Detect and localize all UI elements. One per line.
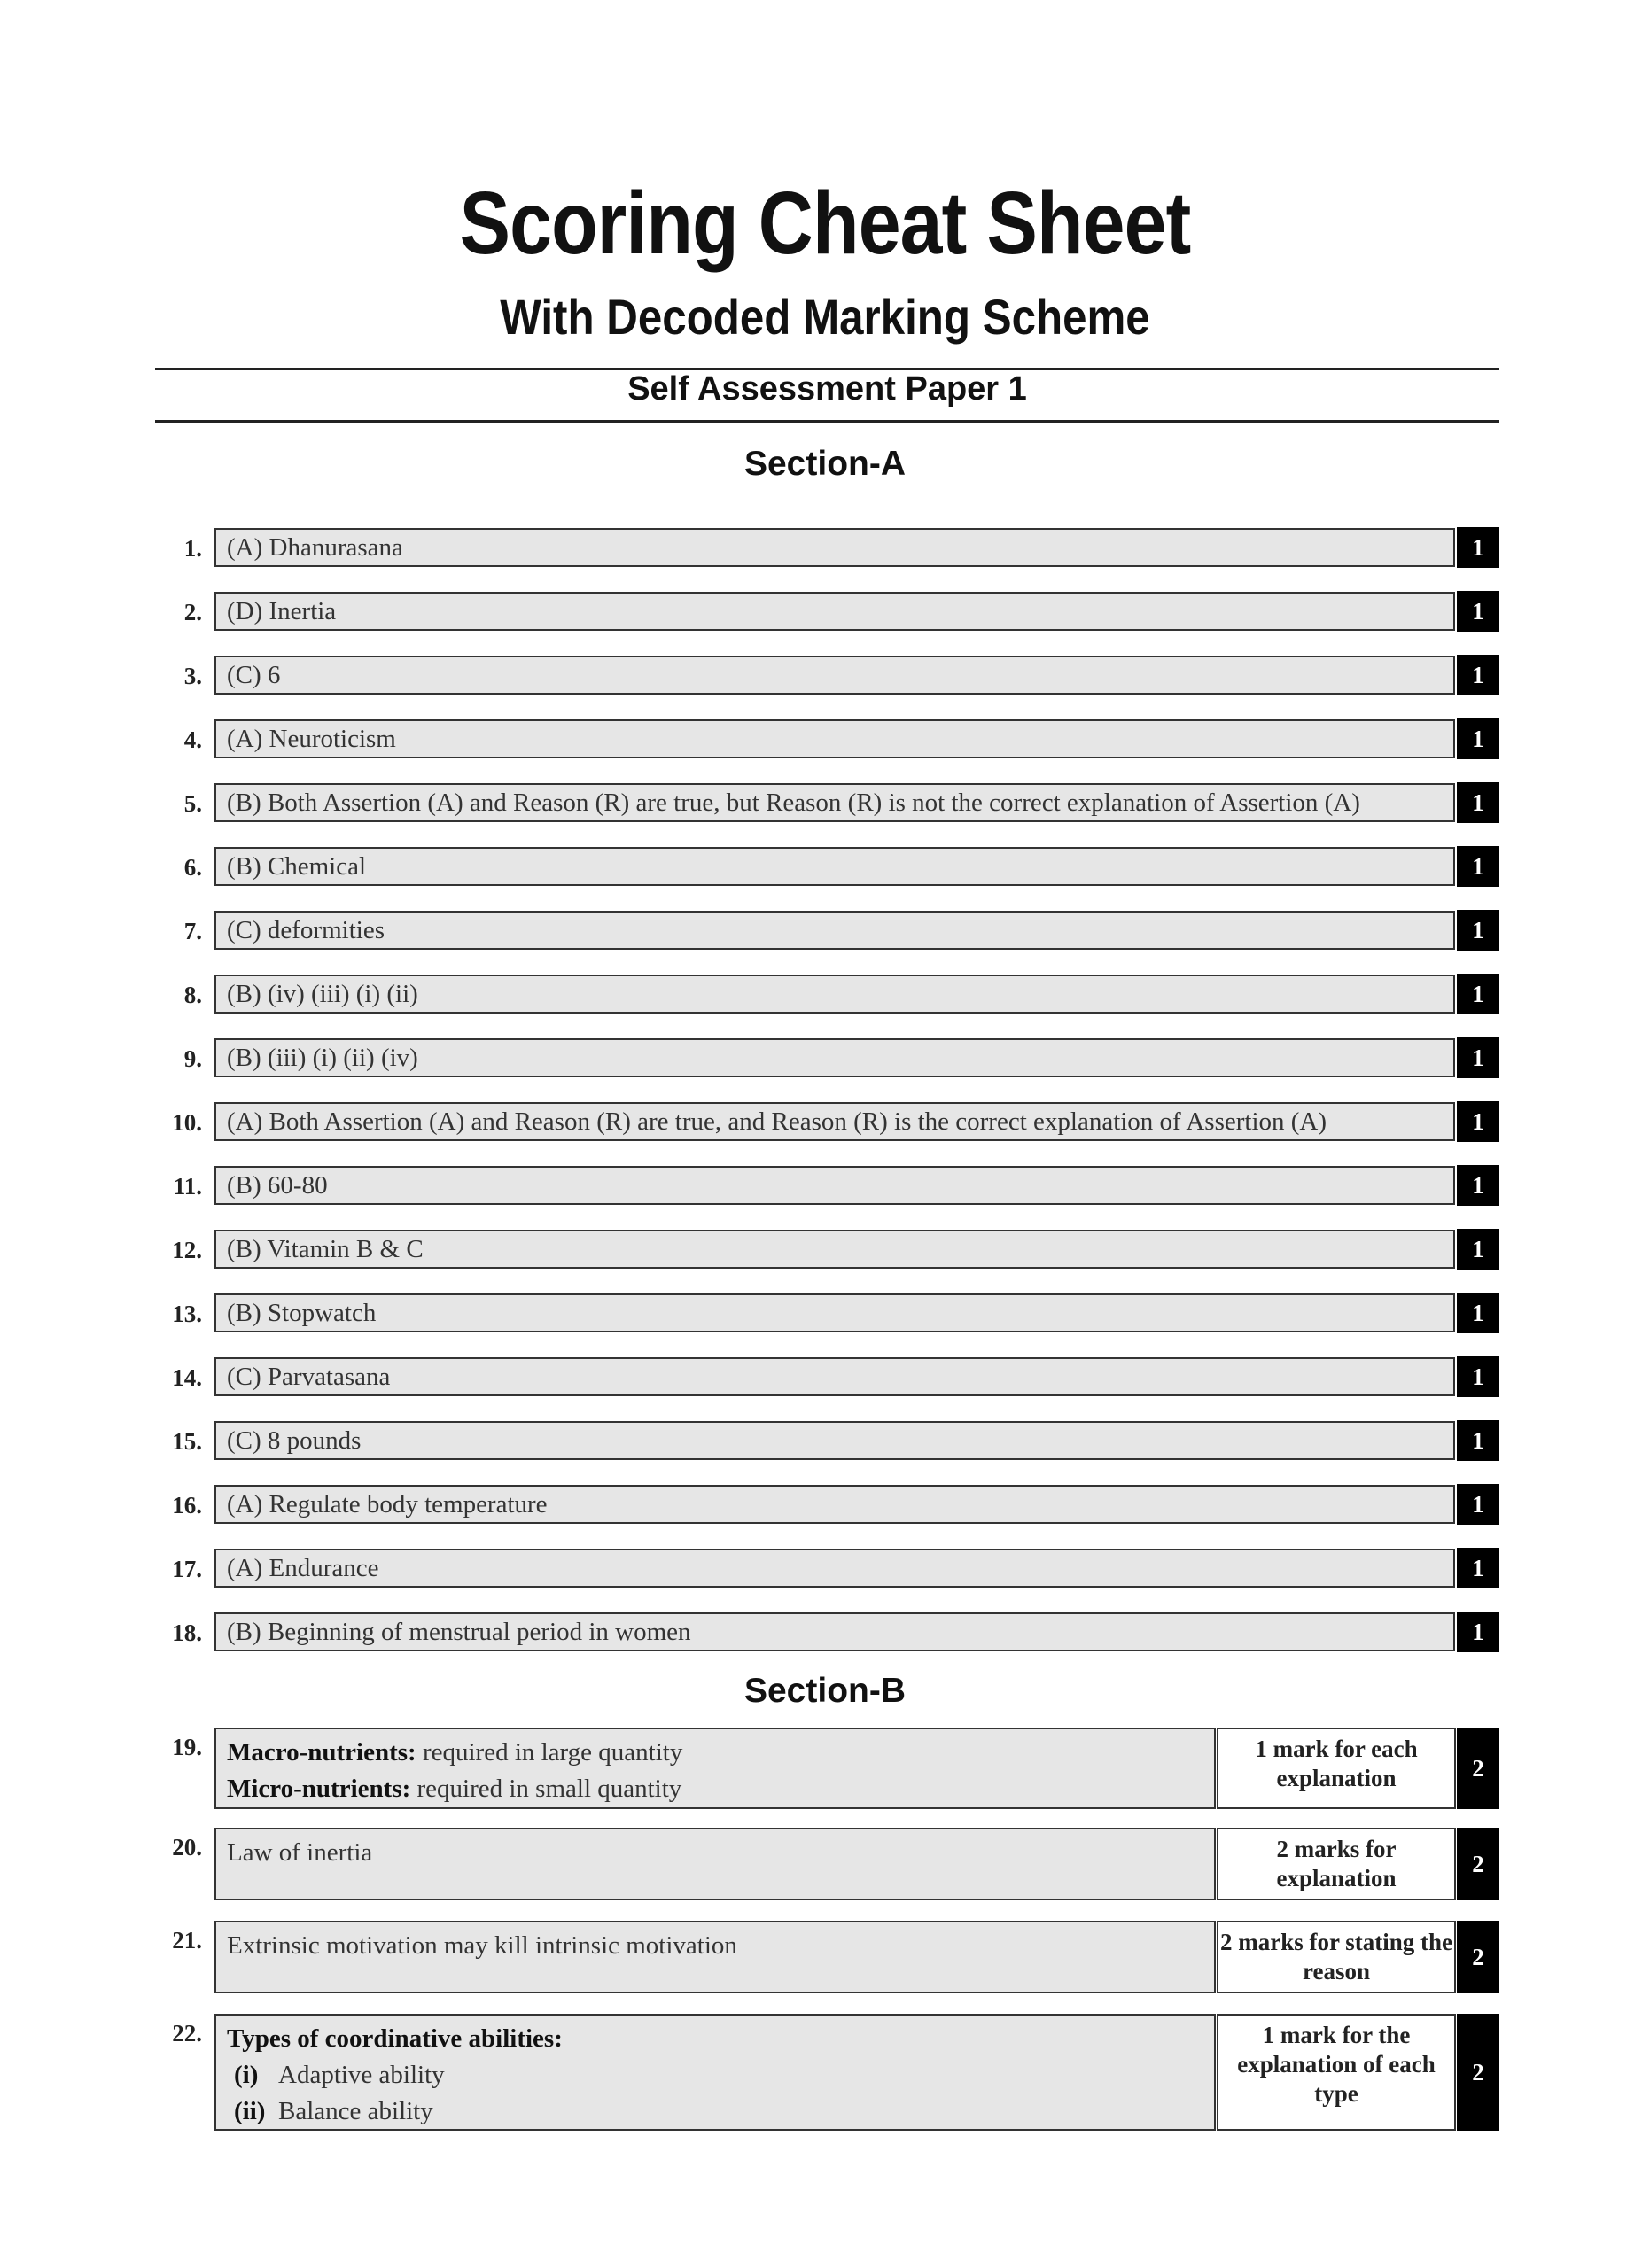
answer-text: (B) Beginning of menstrual period in women <box>227 1618 691 1646</box>
question-number: 8. <box>183 982 202 1008</box>
question-number: 6. <box>183 854 202 881</box>
answer-text: (C) 8 pounds <box>227 1426 362 1455</box>
question-number: 12. <box>172 1237 202 1263</box>
question-number: 4. <box>183 726 202 753</box>
marks-badge: 2 <box>1457 1828 1499 1900</box>
answer-box <box>214 1728 1216 1809</box>
marks-badge: 1 <box>1457 527 1499 568</box>
answer-box <box>214 719 1455 758</box>
answer-box <box>214 592 1455 631</box>
marks-badge: 1 <box>1457 1612 1499 1652</box>
paper-title: Self Assessment Paper 1 <box>627 370 1027 408</box>
term-text: required in small quantity <box>410 1775 682 1803</box>
answer-text: (B) 60-80 <box>227 1171 328 1200</box>
answer-box <box>214 1102 1455 1141</box>
term-text: required in large quantity <box>416 1738 683 1767</box>
marking-instruction: 2 marks for explanation <box>1217 1828 1456 1900</box>
answer-box <box>214 847 1455 886</box>
answer-box <box>214 911 1455 950</box>
marking-instruction: 2 marks for stating the reason <box>1217 1921 1456 1993</box>
answer-text: (A) Both Assertion (A) and Reason (R) are true, and Reason (R) is the correct explanation of Assertion (A) <box>227 1107 1327 1136</box>
answer-box <box>214 656 1455 695</box>
answer-box <box>214 2014 1216 2131</box>
answer-box <box>214 1485 1455 1524</box>
question-number: 14. <box>172 1364 202 1391</box>
roman-numeral: (i) <box>234 2061 259 2089</box>
marks-badge: 1 <box>1457 1101 1499 1142</box>
question-number: 3. <box>183 663 202 689</box>
question-number: 22. <box>172 2020 202 2047</box>
marks-badge: 1 <box>1457 1356 1499 1397</box>
question-number: 21. <box>172 1927 202 1953</box>
marks-badge: 2 <box>1457 1728 1499 1809</box>
question-number: 18. <box>172 1619 202 1646</box>
question-number: 9. <box>183 1045 202 1072</box>
question-number: 20. <box>172 1834 202 1860</box>
question-number: 10. <box>172 1109 202 1136</box>
answer-text: (A) Dhanurasana <box>227 533 403 562</box>
answer-box <box>214 1166 1455 1205</box>
answer-box: Law of inertia <box>214 1828 1216 1900</box>
bottom-rule <box>155 420 1499 423</box>
answer-text: (A) Endurance <box>227 1554 379 1582</box>
answer-box <box>214 1230 1455 1269</box>
marks-badge: 1 <box>1457 782 1499 823</box>
page-title: Scoring Cheat Sheet <box>459 174 1191 273</box>
marks-badge: 2 <box>1457 2014 1499 2131</box>
answer-text: (C) 6 <box>227 661 281 689</box>
marks-badge: 1 <box>1457 1165 1499 1206</box>
answer-text: (C) Parvatasana <box>227 1363 391 1391</box>
marks-badge: 1 <box>1457 1229 1499 1270</box>
answer-box: Extrinsic motivation may kill intrinsic motivation <box>214 1921 1216 1993</box>
question-number: 2. <box>183 599 202 625</box>
sub-item-text: Balance ability <box>278 2097 433 2125</box>
marks-badge: 1 <box>1457 846 1499 887</box>
question-number: 7. <box>183 918 202 944</box>
answer-box <box>214 975 1455 1014</box>
answer-text: (A) Neuroticism <box>227 725 396 753</box>
term-label: Macro-nutrients: <box>227 1738 416 1767</box>
answer-text: (B) (iv) (iii) (i) (ii) <box>227 980 418 1008</box>
marks-badge: 1 <box>1457 655 1499 695</box>
answer-text: (B) Stopwatch <box>227 1299 377 1327</box>
question-number: 1. <box>183 535 202 562</box>
question-number: 13. <box>172 1301 202 1327</box>
marks-badge: 1 <box>1457 1037 1499 1078</box>
answer-box <box>214 1421 1455 1460</box>
page-subtitle: With Decoded Marking Scheme <box>500 289 1150 345</box>
answer-text: (B) (iii) (i) (ii) (iv) <box>227 1044 418 1072</box>
answer-box <box>214 1612 1455 1651</box>
marks-badge: 1 <box>1457 1293 1499 1333</box>
question-number: 17. <box>172 1556 202 1582</box>
marks-badge: 1 <box>1457 718 1499 759</box>
question-number: 19. <box>172 1734 202 1760</box>
marks-badge: 1 <box>1457 1548 1499 1588</box>
answer-text: (C) deformities <box>227 916 385 944</box>
answer-box <box>214 1549 1455 1588</box>
question-number: 15. <box>172 1428 202 1455</box>
marking-instruction: 1 mark for the explanation of each type <box>1217 2014 1456 2131</box>
term-label: Micro-nutrients: <box>227 1775 411 1803</box>
marks-badge: 1 <box>1457 591 1499 632</box>
answer-text: (B) Vitamin B & C <box>227 1235 424 1263</box>
section-b-title: Section-B <box>743 1672 906 1710</box>
question-number: 5. <box>183 790 202 817</box>
answer-box <box>214 528 1455 567</box>
answer-box <box>214 1038 1455 1077</box>
marks-badge: 1 <box>1457 974 1499 1014</box>
question-number: 11. <box>173 1173 202 1200</box>
answer-text: (D) Inertia <box>227 597 337 625</box>
marking-instruction: 1 mark for each explanation <box>1217 1728 1456 1809</box>
answer-box <box>214 1293 1455 1332</box>
answer-heading: Types of coordinative abilities: <box>227 2024 563 2053</box>
marks-badge: 1 <box>1457 1420 1499 1461</box>
roman-numeral: (ii) <box>234 2097 266 2125</box>
answer-text: (A) Regulate body temperature <box>227 1490 548 1518</box>
marks-badge: 2 <box>1457 1921 1499 1993</box>
answer-box <box>214 783 1455 822</box>
question-number: 16. <box>172 1492 202 1518</box>
answer-box <box>214 1357 1455 1396</box>
answer-text: (B) Both Assertion (A) and Reason (R) are true, but Reason (R) is not the correct explanation of Assertion (A) <box>227 788 1360 817</box>
sub-item-text: Adaptive ability <box>278 2061 445 2089</box>
marks-badge: 1 <box>1457 910 1499 951</box>
answer-text: (B) Chemical <box>227 852 367 881</box>
marks-badge: 1 <box>1457 1484 1499 1525</box>
section-a-title: Section-A <box>743 445 906 483</box>
